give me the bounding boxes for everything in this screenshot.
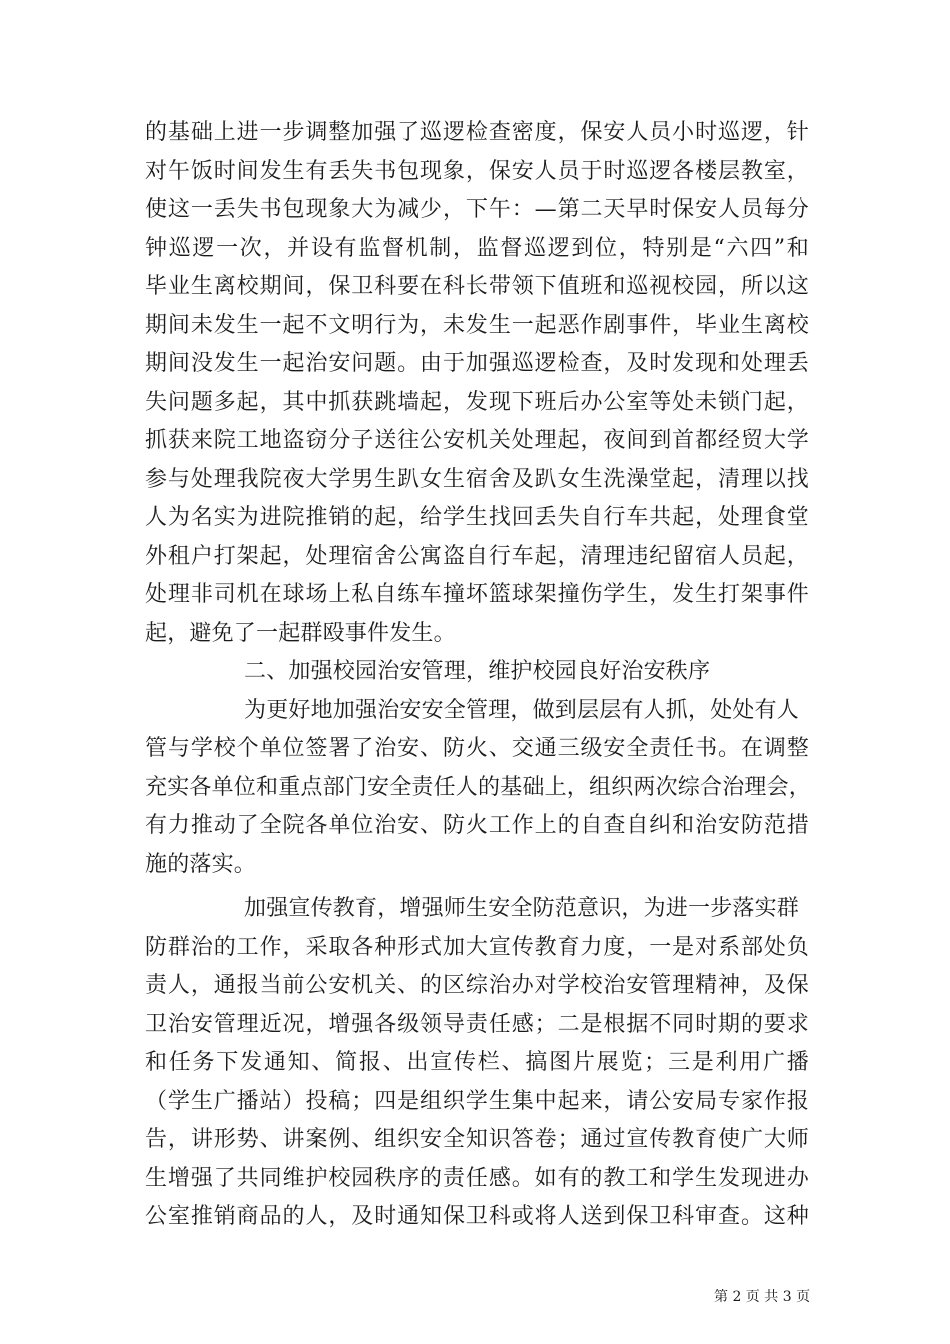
text-line: 对午饭时间发生有丢失书包现象，保安人员于时巡逻各楼层教室， bbox=[145, 158, 809, 184]
text-line: 的基础上进一步调整加强了巡逻检查密度，保安人员小时巡逻，针 bbox=[145, 120, 809, 145]
text-line: 使这一丢失书包现象大为减少，下午：—第二天早时保安人员每分 bbox=[145, 197, 809, 222]
text-line: 公室推销商品的人，及时通知保卫科或将人送到保卫科审查。这种 bbox=[145, 1204, 809, 1229]
body-text bbox=[145, 114, 812, 1237]
text-line: 毕业生离校期间，保卫科要在科长带领下值班和巡视校园，所以这 bbox=[145, 274, 809, 299]
section-heading: 二、加强校园治安管理，维护校园良好治安秩序 bbox=[244, 659, 711, 684]
text-line: 抓获来院工地盗窃分子送往公安机关处理起，夜间到首都经贸大学 bbox=[145, 428, 809, 453]
text-line: 管与学校个单位签署了治安、防火、交通三级安全责任书。在调整 bbox=[145, 736, 809, 761]
text-line: 处理非司机在球场上私自练车撞坏篮球架撞伤学生，发生打架事件 bbox=[145, 582, 809, 607]
text-line: 期间未发生一起不文明行为，未发生一起恶作剧事件，毕业生离校 bbox=[145, 312, 809, 338]
text-line: 钟巡逻一次，并设有监督机制，监督巡逻到位，特别是“六四”和 bbox=[145, 235, 809, 261]
text-line: 期间没发生一起治安问题。由于加强巡逻检查，及时发现和处理丢 bbox=[145, 351, 809, 376]
text-line: 施的落实。 bbox=[145, 851, 257, 877]
text-line: 卫治安管理近况，增强各级领导责任感；二是根据不同时期的要求 bbox=[145, 1011, 809, 1037]
text-line: 防群治的工作，采取各种形式加大宣传教育力度，一是对系部处负 bbox=[145, 934, 809, 960]
text-line: 外租户打架起，处理宿舍公寓盗自行车起，清理违纪留宿人员起， bbox=[145, 543, 809, 569]
text-line: 起，避免了一起群殴事件发生。 bbox=[145, 620, 456, 646]
text-line: （学生广播站）投稿；四是组织学生集中起来，请公安局专家作报 bbox=[145, 1088, 809, 1114]
text-line: 责人，通报当前公安机关、的区综治办对学校治安管理精神，及保 bbox=[145, 973, 809, 998]
text-line: 有力推动了全院各单位治安、防火工作上的自查自纠和治安防范措 bbox=[145, 813, 809, 838]
text-line: 生增强了共同维护校园秩序的责任感。如有的教工和学生发现进办 bbox=[145, 1165, 809, 1191]
text-line: 失问题多起，其中抓获跳墙起，发现下班后办公室等处未锁门起， bbox=[145, 389, 809, 415]
text-line: 和任务下发通知、简报、出宣传栏、搞图片展览；三是利用广播 bbox=[145, 1050, 809, 1075]
page-number: 第 2 页 共 3 页 bbox=[714, 1289, 811, 1305]
text-line: 充实各单位和重点部门安全责任人的基础上，组织两次综合治理会， bbox=[145, 774, 812, 800]
text-line: 告，讲形势、讲案例、组织安全知识答卷；通过宣传教育使广大师 bbox=[145, 1127, 809, 1152]
paragraph-first-line: 加强宣传教育，增强师生安全防范意识，为进一步落实群 bbox=[244, 896, 800, 921]
text-line: 参与处理我院夜大学男生趴女生宿舍及趴女生洗澡堂起，清理以找 bbox=[145, 466, 809, 492]
text-line: 人为名实为进院推销的起，给学生找回丢失自行车共起，处理食堂 bbox=[145, 505, 809, 530]
paragraph-first-line: 为更好地加强治安安全管理，做到层层有人抓，处处有人 bbox=[244, 697, 800, 723]
